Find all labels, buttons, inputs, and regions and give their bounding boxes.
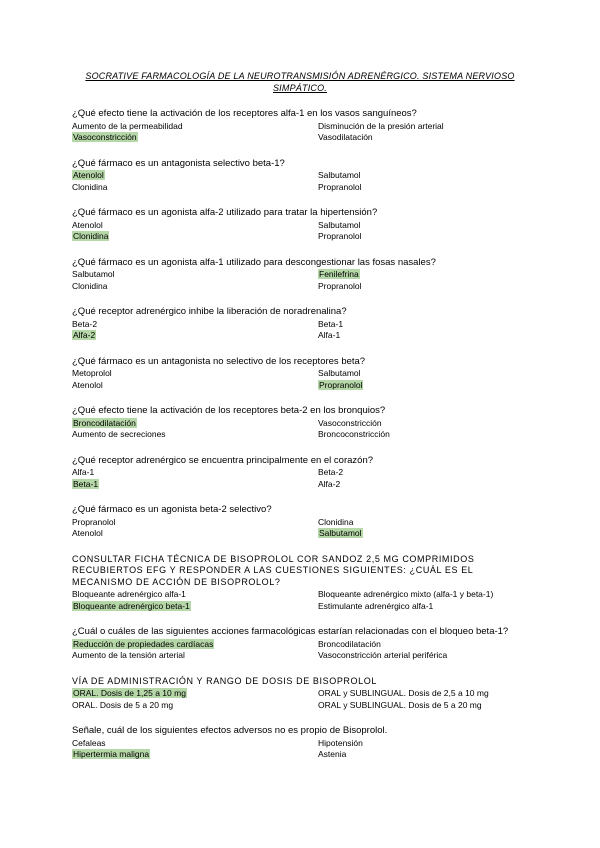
correct-answer-option — [72, 688, 318, 700]
option-label: Clonidina — [318, 516, 354, 527]
options-grid — [72, 639, 532, 662]
correct-answer-option — [72, 479, 318, 491]
answer-option — [318, 479, 532, 491]
question-block — [72, 676, 532, 712]
question-text: ¿Qué fármaco es un agonista beta-2 selectivo? — [72, 504, 272, 515]
question-block — [72, 207, 532, 243]
question-text: ¿Cuál o cuáles de las siguientes acciones farmacológicas estarían relacionadas con el bloqueo beta-1? — [72, 626, 509, 637]
answer-option — [318, 749, 532, 761]
answer-option — [318, 650, 532, 662]
answer-option — [318, 738, 532, 750]
answer-option — [72, 700, 318, 712]
option-label: Atenolol — [72, 379, 103, 390]
question-block — [72, 158, 532, 194]
question-block — [72, 108, 532, 144]
options-grid — [72, 738, 532, 761]
answer-option — [318, 429, 532, 441]
option-label: Alfa-1 — [318, 330, 341, 340]
option-label: ORAL. Dosis de 1,25 a 10 mg — [73, 688, 186, 698]
answer-option — [72, 589, 318, 601]
answer-option — [318, 601, 532, 613]
answer-option — [72, 368, 318, 380]
answer-option — [318, 517, 532, 529]
correct-answer-option — [72, 601, 318, 613]
option-label: Fenilefrina — [319, 269, 359, 279]
option-label: Beta-1 — [318, 318, 344, 329]
option-label: Bloqueante adrenérgico alfa-1 — [72, 589, 186, 599]
options-grid — [72, 418, 532, 441]
option-label: Salbutamol — [318, 368, 361, 378]
answer-option — [318, 220, 532, 232]
answer-option — [318, 639, 532, 651]
option-label: Metoprolol — [72, 368, 112, 378]
option-label: Salbutamol — [318, 219, 361, 230]
question-block — [72, 554, 532, 613]
option-label: Alfa-2 — [318, 478, 341, 489]
option-label: Astenia — [318, 749, 347, 759]
options-grid — [72, 368, 532, 391]
option-label: Vasoconstricción — [318, 417, 382, 428]
option-label: ORAL. Dosis de 5 a 20 mg — [72, 699, 174, 710]
answer-option — [72, 182, 318, 194]
correct-answer-option — [318, 380, 532, 392]
option-label: Broncodilatación — [318, 638, 381, 649]
options-grid — [72, 467, 532, 490]
answer-option — [72, 220, 318, 232]
option-label: Vasoconstricción — [73, 132, 137, 142]
answer-option — [318, 418, 532, 430]
answer-option — [318, 281, 532, 293]
answer-option — [318, 368, 532, 380]
option-label: Propranolol — [318, 181, 362, 192]
title-line-2: SIMPÁTICO. — [272, 83, 327, 93]
correct-answer-option — [318, 528, 532, 540]
option-label: Alfa-2 — [73, 330, 96, 340]
correct-answer-option — [318, 269, 532, 281]
answer-option — [72, 380, 318, 392]
answer-option — [72, 281, 318, 293]
answer-option — [72, 650, 318, 662]
answer-option — [72, 467, 318, 479]
answer-option — [318, 589, 532, 601]
options-grid — [72, 170, 532, 193]
option-label: Beta-1 — [73, 478, 99, 489]
correct-answer-option — [72, 330, 318, 342]
question-block — [72, 504, 532, 540]
option-label: Clonidina — [72, 280, 108, 291]
question-text: Señale, cuál de los siguientes efectos adversos no es propio de Bisoprolol. — [72, 725, 388, 736]
option-label: ORAL y SUBLINGUAL. Dosis de 5 a 20 mg — [318, 699, 482, 710]
answer-option — [72, 269, 318, 281]
option-label: ORAL y SUBLINGUAL. Dosis de 2,5 a 10 mg — [318, 688, 489, 698]
question-block — [72, 626, 532, 662]
answer-option — [318, 467, 532, 479]
question-block — [72, 725, 532, 761]
option-label: Reducción de propiedades cardíacas — [73, 638, 214, 649]
question-text: ¿Qué receptor adrenérgico inhibe la liberación de noradrenalina? — [72, 306, 347, 317]
answer-option — [72, 319, 318, 331]
question-block — [72, 306, 532, 342]
option-label: Clonidina — [72, 181, 108, 192]
question-block — [72, 455, 532, 491]
document-title — [60, 70, 540, 94]
option-label: Aumento de la permeabilidad — [72, 120, 183, 131]
answer-option — [318, 121, 532, 133]
option-label: Salbutamol — [318, 170, 361, 180]
correct-answer-option — [72, 231, 318, 243]
question-block — [72, 257, 532, 293]
option-label: Vasoconstricción arterial periférica — [318, 650, 448, 660]
question-text: ¿Qué efecto tiene la activación de los receptores beta-2 en los bronquios? — [72, 405, 386, 416]
option-label: Beta-2 — [318, 467, 344, 477]
question-text: ¿Qué fármaco es un agonista alfa-1 utilizado para descongestionar las fosas nasales? — [72, 256, 436, 268]
question-text: ¿Qué fármaco es un antagonista no selectivo de los receptores beta? — [72, 355, 366, 367]
option-label: Disminución de la presión arterial — [318, 120, 444, 131]
answer-option — [72, 429, 318, 441]
answer-option — [318, 330, 532, 342]
option-label: Aumento de secreciones — [72, 429, 166, 439]
correct-answer-option — [72, 749, 318, 761]
correct-answer-option — [72, 639, 318, 651]
option-label: Bloqueante adrenérgico beta-1 — [73, 600, 190, 611]
options-grid — [72, 688, 532, 711]
option-label: Propranolol — [318, 231, 362, 241]
answer-option — [318, 231, 532, 243]
option-label: Broncodilatación — [73, 417, 136, 428]
answer-option — [318, 688, 532, 700]
question-text: ¿Qué efecto tiene la activación de los receptores alfa-1 en los vasos sanguíneos? — [72, 108, 417, 119]
option-label: Alfa-1 — [72, 467, 95, 477]
option-label: Salbutamol — [72, 269, 115, 279]
correct-answer-option — [72, 418, 318, 430]
answer-option — [318, 319, 532, 331]
answer-option — [318, 132, 532, 144]
title-line-1: SOCRATIVE FARMACOLOGÍA DE LA NEUROTRANSMISIÓN ADRENÉRGICO. SISTEMA NERVIOSO — [85, 71, 515, 81]
correct-answer-option — [72, 170, 318, 182]
answer-option — [72, 738, 318, 750]
option-label: Atenolol — [73, 170, 104, 180]
answer-option — [318, 170, 532, 182]
option-label: Beta-2 — [72, 318, 98, 329]
answer-option — [72, 528, 318, 540]
option-label: Vasodilatación — [318, 132, 373, 142]
option-label: Clonidina — [73, 231, 109, 241]
question-text: ¿Qué receptor adrenérgico se encuentra principalmente en el corazón? — [72, 454, 374, 466]
correct-answer-option — [72, 132, 318, 144]
answer-option — [318, 700, 532, 712]
options-grid — [72, 269, 532, 292]
answer-option — [72, 517, 318, 529]
question-text: VÍA DE ADMINISTRACIÓN Y RANGO DE DOSIS DE BISOPROLOL — [72, 675, 377, 686]
option-label: Broncoconstricción — [318, 429, 390, 439]
option-label: Salbutamol — [319, 528, 362, 538]
answer-option — [72, 121, 318, 133]
option-label: Hipotensión — [318, 737, 363, 748]
options-grid — [72, 319, 532, 342]
option-label: Atenolol — [72, 219, 103, 230]
option-label: Propranolol — [318, 280, 362, 291]
answer-option — [318, 182, 532, 194]
option-label: Atenolol — [72, 528, 103, 538]
option-label: Hipertermia maligna — [73, 749, 150, 759]
question-text: CONSULTAR FICHA TÉCNICA DE BISOPROLOL COR SANDOZ 2,5 MG COMPRIMIDOS RECUBIERTOS EFG Y RESPONDER A LAS CUESTIONES SIGUIENTES: ¿CUÁL ES EL MECANISMO DE ACCIÓN DE BISOPROLOL? — [72, 553, 475, 587]
question-block — [72, 405, 532, 441]
question-text: ¿Qué fármaco es un antagonista selectivo beta-1? — [72, 157, 285, 169]
question-text: ¿Qué fármaco es un agonista alfa-2 utilizado para tratar la hipertensión? — [72, 207, 378, 218]
question-block — [72, 356, 532, 392]
option-label: Propranolol — [319, 379, 363, 390]
option-label: Propranolol — [72, 516, 116, 527]
question-list — [72, 108, 532, 775]
options-grid — [72, 589, 532, 612]
option-label: Aumento de la tensión arterial — [72, 650, 185, 660]
option-label: Bloqueante adrenérgico mixto (alfa-1 y beta-1) — [318, 589, 494, 599]
option-label: Cefaleas — [72, 737, 106, 748]
options-grid — [72, 121, 532, 144]
options-grid — [72, 517, 532, 540]
option-label: Estimulante adrenérgico alfa-1 — [318, 600, 434, 611]
options-grid — [72, 220, 532, 243]
